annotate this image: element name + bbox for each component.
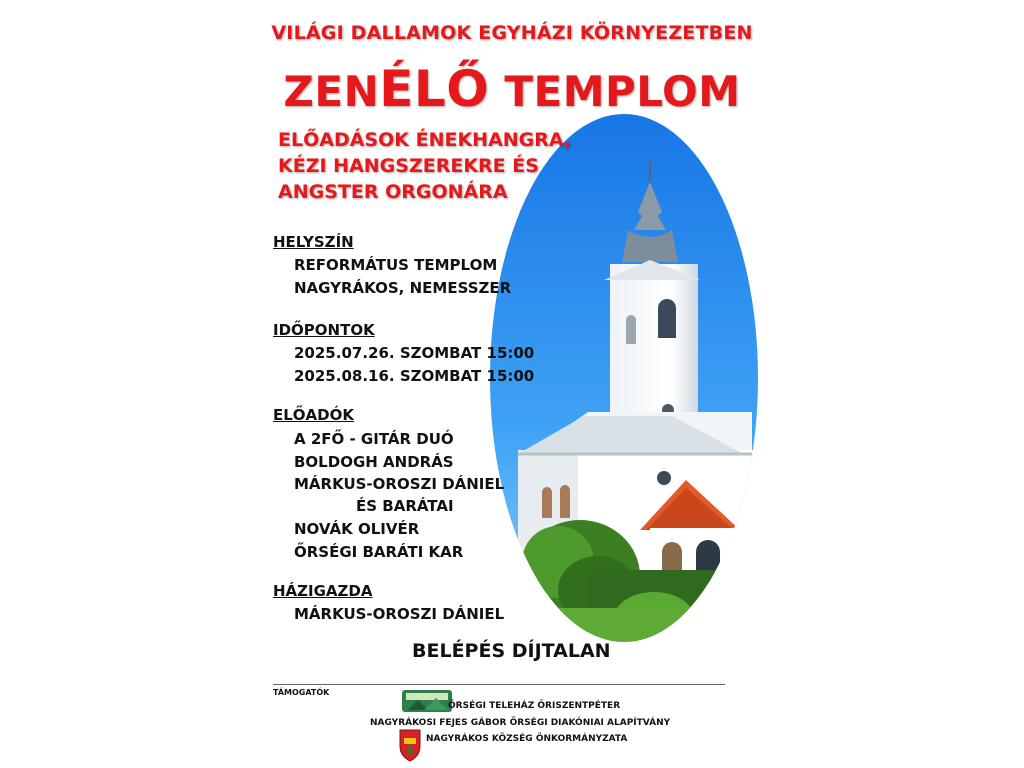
- sponsor-item: ŐRSÉGI TELEHÁZ ŐRISZENTPÉTER: [448, 701, 621, 711]
- date-line: 2025.08.16. SZOMBAT 15:00: [294, 367, 535, 385]
- performer-line: ŐRSÉGI BARÁTI KAR: [294, 543, 464, 561]
- performances-line: KÉZI HANGSZEREKRE ÉS: [278, 155, 539, 177]
- performer-line: ÉS BARÁTAI: [356, 497, 454, 515]
- performers-title: ELŐADÓK: [273, 406, 354, 424]
- location-title: HELYSZÍN: [273, 233, 354, 251]
- sponsor-item: NAGYRÁKOS KÖZSÉG ÖNKORMÁNYZATA: [426, 734, 628, 744]
- performer-line: A 2FŐ - GITÁR DUÓ: [294, 430, 454, 448]
- sponsor-item: NAGYRÁKOSI FEJES GÁBOR ŐRSÉGI DIAKÓNIAI ALAPÍTVÁNY: [370, 718, 671, 728]
- location-line: NAGYRÁKOS, NEMESSZER: [294, 279, 512, 297]
- date-line: 2025.07.26. SZOMBAT 15:00: [294, 344, 535, 362]
- title-part-zen: ZEN: [283, 67, 380, 116]
- event-subtitle: VILÁGI DALLAMOK EGYHÁZI KÖRNYEZETBEN: [271, 22, 753, 44]
- performer-line: BOLDOGH ANDRÁS: [294, 453, 454, 471]
- entry-free-label: BELÉPÉS DÍJTALAN: [412, 640, 611, 662]
- sponsors-label: TÁMOGATÓK: [273, 688, 330, 697]
- host-line: MÁRKUS-OROSZI DÁNIEL: [294, 605, 505, 623]
- performer-line: NOVÁK OLIVÉR: [294, 520, 420, 538]
- divider: [273, 684, 725, 685]
- performer-line: MÁRKUS-OROSZI DÁNIEL: [294, 475, 505, 493]
- performances-line: ELŐADÁSOK ÉNEKHANGRA,: [278, 129, 572, 151]
- performances-heading: [278, 127, 571, 205]
- event-title: [0, 60, 1024, 118]
- location-line: REFORMÁTUS TEMPLOM: [294, 256, 498, 274]
- performances-line: ANGSTER ORGONÁRA: [278, 181, 508, 203]
- teleház-logo: [402, 688, 452, 714]
- title-part-elo: ÉLŐ: [379, 60, 490, 118]
- dates-title: IDŐPONTOK: [273, 321, 375, 339]
- host-title: HÁZIGAZDA: [273, 582, 373, 600]
- coat-of-arms-icon: [398, 728, 422, 762]
- title-part-templom: TEMPLOM: [489, 67, 741, 116]
